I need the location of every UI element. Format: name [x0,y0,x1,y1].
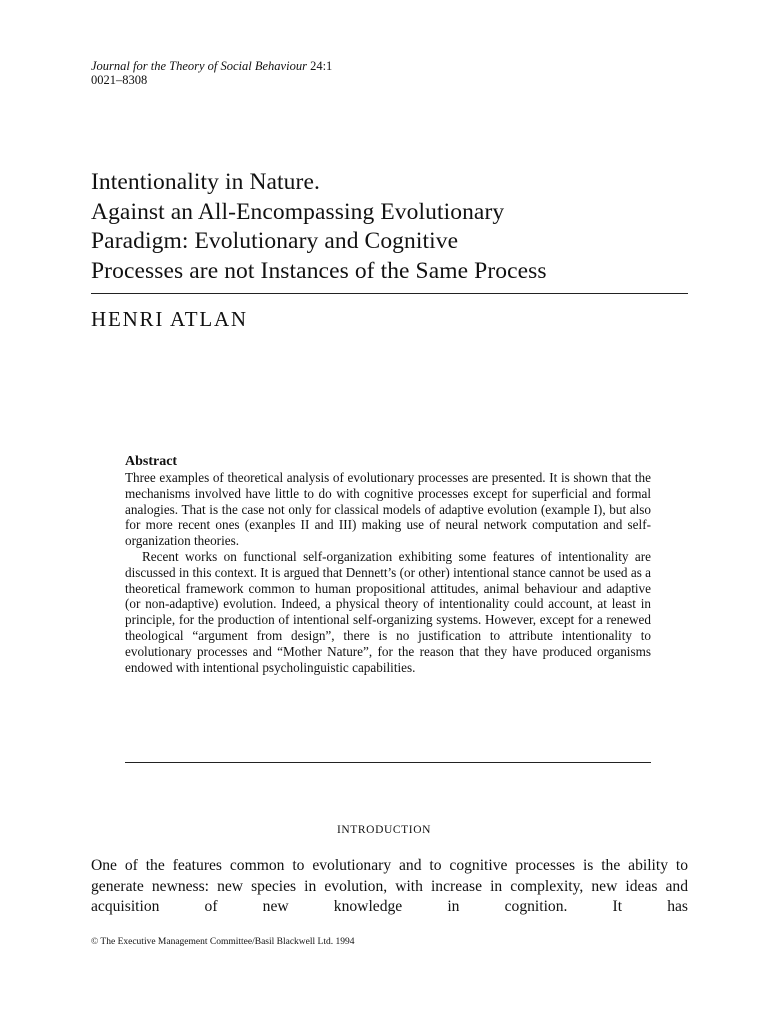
title-line: Against an All-Encompassing Evolutionary [91,198,505,225]
title-line: Intentionality in Nature. [91,169,320,195]
journal-citation [91,59,332,73]
introduction-heading: INTRODUCTION [336,824,432,836]
body-paragraph: One of the features common to evolutionary and to cognitive processes is the ability to generate newness: new species in evolution, with increase in complexity, new ideas and acquisition of new knowledge in cognition. It has [91,857,688,915]
abstract-paragraph: Three examples of theoretical analysis of evolutionary processes are presented. It is shown that the mechanisms involved have little to do with cognitive processes except for superficial and formal analogies. That is the case not only for classical models of adaptive evolution (example I), but also for more recent ones (exanples II and III) making use of neural network computation and self-organization theories. [125,470,651,549]
title-line: Processes are not Instances of the Same Process [91,257,547,284]
title-line: Paradigm: Evolutionary and Cognitive [91,228,459,254]
abstract-section [125,454,651,675]
article-title [91,168,701,286]
copyright-notice: © The Executive Management Committee/Basil Blackwell Ltd. 1994 [91,937,355,947]
abstract-paragraph: Recent works on functional self-organization exhibiting some features of intentionality are discussed in this context. It is argued that Dennett’s (or other) intentional stance cannot be used as a theoretical framework common to human propositional attitudes, animal behaviour and adaptive (or non-adaptive) evolution. Indeed, a physical theory of intentionality could account, at least in principle, for the production of intentional self-organizing systems. However, except for a renewed theological “argument from design”, there is no justification to attribute intentionality to evolutionary processes and “Mother Nature”, for the reason that they have produced organisms endowed with intentional psycholinguistic capabilities. [125,548,651,675]
journal-issn: 0021–8308 [91,73,148,87]
title-divider [91,293,688,294]
article-author: HENRI ATLAN [91,307,248,331]
abstract-divider [125,762,651,763]
abstract-heading: Abstract [125,454,178,469]
journal-name: Journal for the Theory of Social Behaviour [91,59,307,73]
journal-volume-issue: 24:1 [306,59,333,73]
introduction-body [91,856,688,918]
